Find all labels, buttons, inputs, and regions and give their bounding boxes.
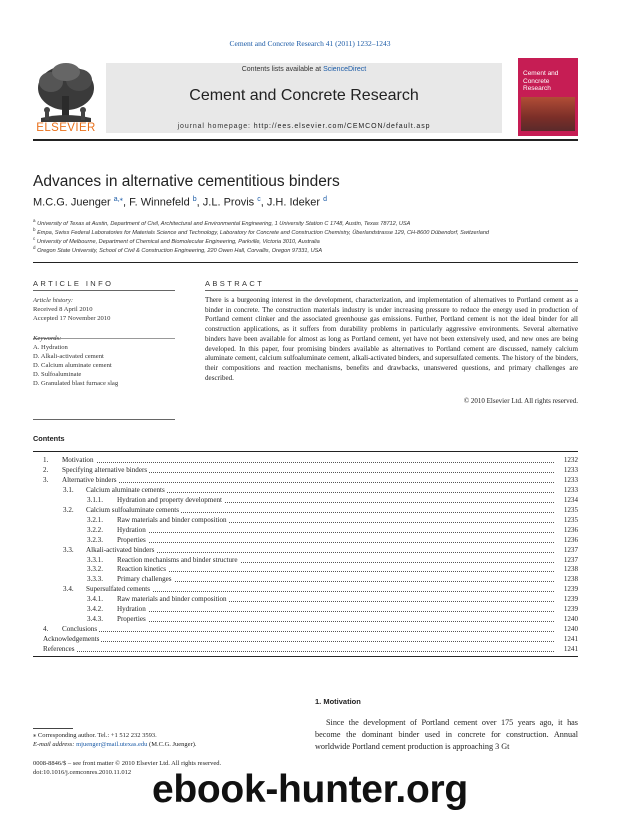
toc-leader-dots <box>62 482 554 483</box>
toc-entry[interactable] <box>33 465 578 475</box>
affiliation-text: Oregon State University, School of Civil & Construction Engineering, 220 Owen Hall, Corvallis, Oregon 97331, USA <box>37 247 323 254</box>
toc-entry[interactable] <box>33 644 578 654</box>
toc-entry-page: 1241 <box>561 634 578 644</box>
toc-entry-number: 3.1.1. <box>87 495 103 504</box>
toc-leader-dots <box>117 542 554 543</box>
toc-leader-dots <box>117 581 554 582</box>
toc-entry[interactable] <box>33 515 578 525</box>
toc-entry[interactable] <box>33 574 578 584</box>
email-link[interactable]: mjuenger@mail.utexas.edu <box>76 741 148 748</box>
affiliation <box>33 218 410 227</box>
journal-homepage <box>106 123 502 130</box>
body-paragraph: Since the development of Portland cement over 175 years ago, it has become the dominant binder used in concrete for construction. Annual worldwide Portland cement production is approaching 3 Gt <box>315 718 578 751</box>
toc-entry-page: 1240 <box>561 614 578 624</box>
toc-entry-page: 1237 <box>561 545 578 555</box>
toc-entry-title: Hydration <box>117 525 146 534</box>
toc-entry-page: 1240 <box>561 624 578 634</box>
author-separator: , <box>123 196 130 209</box>
keyword: D. Sulfoaluminate <box>33 371 82 378</box>
toc-entry[interactable] <box>33 594 578 604</box>
author-name: M.C.G. Juenger <box>33 196 111 209</box>
toc-entry[interactable] <box>33 525 578 535</box>
contents-heading: Contents <box>33 434 65 443</box>
homepage-label: journal homepage: <box>177 123 254 130</box>
toc-entry[interactable] <box>33 505 578 515</box>
toc-entry-title: Raw materials and binder composition <box>117 515 227 524</box>
toc-entry-title: Conclusions <box>62 625 98 634</box>
article-info-heading: ARTICLE INFO <box>33 279 114 288</box>
keyword: D. Granulated blast furnace slag <box>33 380 119 387</box>
toc-entry-number: 3.3.1. <box>87 555 103 564</box>
toc-entry-number: 3.4.2. <box>87 605 103 614</box>
toc-entry-page: 1236 <box>561 535 578 545</box>
author-affiliation-link[interactable]: d <box>323 196 327 203</box>
author-name: F. Winnefeld <box>129 196 190 209</box>
toc-entry[interactable] <box>33 624 578 634</box>
toc-entry[interactable] <box>33 535 578 545</box>
homepage-url-link[interactable]: http://ees.elsevier.com/CEMCON/default.asp <box>253 123 431 130</box>
author-affiliation-link[interactable]: c <box>257 196 261 203</box>
toc-entry[interactable] <box>33 564 578 574</box>
journal-title: Cement and Concrete Research <box>189 87 419 104</box>
toc-entry-page: 1237 <box>561 555 578 565</box>
copyright-notice: © 2010 Elsevier Ltd. All rights reserved. <box>463 397 578 405</box>
toc-entry-page: 1232 <box>561 455 578 465</box>
affiliation-text: Empa, Swiss Federal Laboratories for Materials Science and Technology, Laboratory for Concrete and Construction Chemistry, Überlandstrasse 129, CH-8600 Dübendorf, Switzerland <box>37 229 490 236</box>
article-info-rule <box>33 290 175 291</box>
cover-title-line: Research <box>523 85 551 92</box>
email-note <box>33 741 197 748</box>
toc-leader-dots <box>117 621 554 622</box>
header-divider <box>33 139 578 141</box>
article-title: Advances in alternative cementitious binders <box>33 173 340 190</box>
toc-entry-title: Calcium aluminate cements <box>86 485 165 494</box>
toc-entry-page: 1233 <box>561 475 578 485</box>
toc-entry-number: 3.2.3. <box>87 535 103 544</box>
toc-leader-dots <box>117 611 554 612</box>
affiliation-label: d <box>33 245 36 250</box>
toc-entry[interactable] <box>33 555 578 565</box>
author-list <box>33 195 327 209</box>
toc-entry[interactable] <box>33 634 578 644</box>
toc-entry-title: Hydration <box>117 605 146 614</box>
author-affiliation-link[interactable]: a,⁎ <box>113 196 124 203</box>
abstract-heading: ABSTRACT <box>205 279 265 288</box>
toc-entry-page: 1239 <box>561 594 578 604</box>
abstract-text: There is a burgeoning interest in the development, characterization, and implementation of alternatives to Portland cement as a binder in concrete. The construction materials industry is under increasing pressure to reduce the energy used in production of Portland cement clinker and the associated greenhouse gas emissions. Further, Portland cement is not the ideal binder for all construction applications, as it suffers from durability problems in particularly aggressive environments. Several alternative binders have been available for almost as long as Portland cement, yet have not been extensively used, and new ones are being developed. In this paper, four promising binders available as alternatives to Portland cement are discussed, namely calcium aluminate cement, calcium sulfoaluminate cement, alkali-activated binders, and supersulfated cements. The history of the binders, their compositions and reaction mechanisms, benefits and drawbacks, unanswered questions, and primary challenges are described. <box>205 296 578 382</box>
affiliation-label: b <box>33 227 36 232</box>
toc-entry-title: Reaction mechanisms and binder structure <box>117 555 238 564</box>
affiliation-text: University of Melbourne, Department of Chemical and Biomolecular Engineering, Parkville, Victoria 3010, Australia <box>36 238 320 245</box>
issn-line: 0008-8846/$ – see front matter © 2010 Elsevier Ltd. All rights reserved. <box>33 760 222 767</box>
toc-entry-title: Properties <box>117 535 146 544</box>
toc-entry-number: 3.2. <box>63 505 74 514</box>
toc-entry-number: 3.2.1. <box>87 515 103 524</box>
author-name: J.H. Ideker <box>266 196 321 209</box>
toc-leader-dots <box>117 571 554 572</box>
toc-entry-page: 1234 <box>561 495 578 505</box>
affiliation <box>33 245 322 254</box>
toc-entry[interactable] <box>33 614 578 624</box>
toc-entry-title: Calcium sulfoaluminate cements <box>86 505 179 514</box>
doi-link[interactable]: doi:10.1016/j.cemconres.2010.11.012 <box>33 769 132 776</box>
section-heading: 1. Motivation <box>315 697 361 706</box>
toc-leader-dots <box>86 591 554 592</box>
contents-bottom-rule <box>33 656 578 657</box>
email-suffix: (M.C.G. Juenger). <box>147 741 197 748</box>
toc-entry[interactable] <box>33 604 578 614</box>
toc-leader-dots <box>62 462 554 463</box>
toc-entry-title: Alkali-activated binders <box>86 545 155 554</box>
toc-entry-number: 3. <box>43 475 49 484</box>
toc-leader-dots <box>43 651 554 652</box>
footnote-rule <box>33 728 73 729</box>
toc-entry-page: 1233 <box>561 485 578 495</box>
toc-entry-page: 1236 <box>561 525 578 535</box>
toc-entry[interactable] <box>33 584 578 594</box>
contents-prefix: Contents lists available at <box>241 66 324 73</box>
toc-entry-page: 1235 <box>561 505 578 515</box>
sciencedirect-link[interactable]: ScienceDirect <box>323 66 367 73</box>
watermark: ebook-hunter.org <box>152 768 468 811</box>
toc-entry-number: 1. <box>43 456 49 464</box>
toc-leader-dots <box>62 631 554 632</box>
toc-entry-title: Alternative binders <box>62 475 117 484</box>
article-info-bottom-rule <box>33 419 175 420</box>
toc-entry-page: 1233 <box>561 465 578 475</box>
toc-entry-title: Motivation <box>62 456 94 464</box>
cover-title-line: Concrete <box>523 77 550 85</box>
journal-reference[interactable]: Cement and Concrete Research 41 (2011) 1232–1243 <box>229 39 391 48</box>
toc-entry-page: 1239 <box>561 584 578 594</box>
toc-entry-number: 3.4.1. <box>87 595 103 604</box>
toc-entry-title: Hydration and property development <box>117 495 222 504</box>
toc-entry-title: Specifying alternative binders <box>62 465 148 474</box>
toc-entry-title: Acknowledgements <box>43 635 100 644</box>
keyword: D. Calcium aluminate cement <box>33 362 112 369</box>
cover-title-line: Cement and <box>523 70 559 77</box>
journal-cover-title <box>523 70 575 93</box>
keyword: A. Hydration <box>33 344 68 351</box>
toc-entry-page: 1241 <box>561 644 578 654</box>
contents-availability <box>106 66 502 73</box>
author-affiliation-link[interactable]: b <box>192 196 197 203</box>
toc-entry-number: 3.1. <box>63 485 74 494</box>
corresponding-author-note: ⁎ Corresponding author. Tel.: +1 512 232 3593. <box>33 732 157 739</box>
toc-entry[interactable] <box>33 495 578 505</box>
toc-entry-number: 3.3.2. <box>87 565 103 574</box>
affiliation <box>33 236 320 245</box>
toc-entry[interactable] <box>33 485 578 495</box>
abstract-rule <box>205 290 578 291</box>
toc-entry-title: References <box>43 645 75 654</box>
toc-entry-title: Primary challenges <box>117 575 172 584</box>
journal-cover-image <box>521 97 575 131</box>
author-separator: , <box>260 196 267 209</box>
toc-entry-number: 3.3. <box>63 545 74 554</box>
toc-entry-title: Reaction kinetics <box>117 565 167 574</box>
toc-entry-number: 3.4. <box>63 585 74 594</box>
toc-entry-page: 1238 <box>561 564 578 574</box>
toc-entry-title: Supersulfated cements <box>86 585 151 594</box>
accepted-date: Accepted 17 November 2010 <box>33 315 111 322</box>
toc-entry-page: 1235 <box>561 515 578 525</box>
toc-entry-title: Raw materials and binder composition <box>117 595 227 604</box>
toc-entry-number: 4. <box>43 625 49 634</box>
received-date: Received 8 April 2010 <box>33 306 93 313</box>
toc-entry-number: 3.4.3. <box>87 615 103 624</box>
toc-entry-page: 1239 <box>561 604 578 614</box>
history-label: Article history: <box>33 297 74 304</box>
affiliation-text: University of Texas at Austin, Department of Civil, Architectural and Environmental Engineering, 1 University Station C 1748, Austin, Texas 78712, USA <box>37 220 411 227</box>
elsevier-wordmark: ELSEVIER <box>36 122 96 134</box>
author-separator: , <box>196 196 203 209</box>
toc-entry[interactable] <box>33 455 578 465</box>
affiliation-label: c <box>33 236 36 241</box>
toc-entry-page: 1238 <box>561 574 578 584</box>
toc-entry-title: Properties <box>117 615 146 624</box>
toc-entry-number: 2. <box>43 465 49 474</box>
email-label: E-mail address: <box>33 741 75 748</box>
toc-leader-dots <box>117 532 554 533</box>
toc-leader-dots <box>43 641 554 642</box>
toc-entry-number: 3.2.2. <box>87 525 103 534</box>
author-name: J.L. Provis <box>202 196 255 209</box>
toc-entry-number: 3.3.3. <box>87 575 103 584</box>
affiliation <box>33 227 489 236</box>
affiliations-divider <box>33 262 578 263</box>
toc-entry[interactable] <box>33 475 578 485</box>
affiliation-label: a <box>33 218 36 223</box>
contents-top-rule <box>33 451 578 452</box>
keywords-label: Keywords: <box>33 335 62 342</box>
toc-entry[interactable] <box>33 545 578 555</box>
keyword: D. Alkali-activated cement <box>33 353 104 360</box>
